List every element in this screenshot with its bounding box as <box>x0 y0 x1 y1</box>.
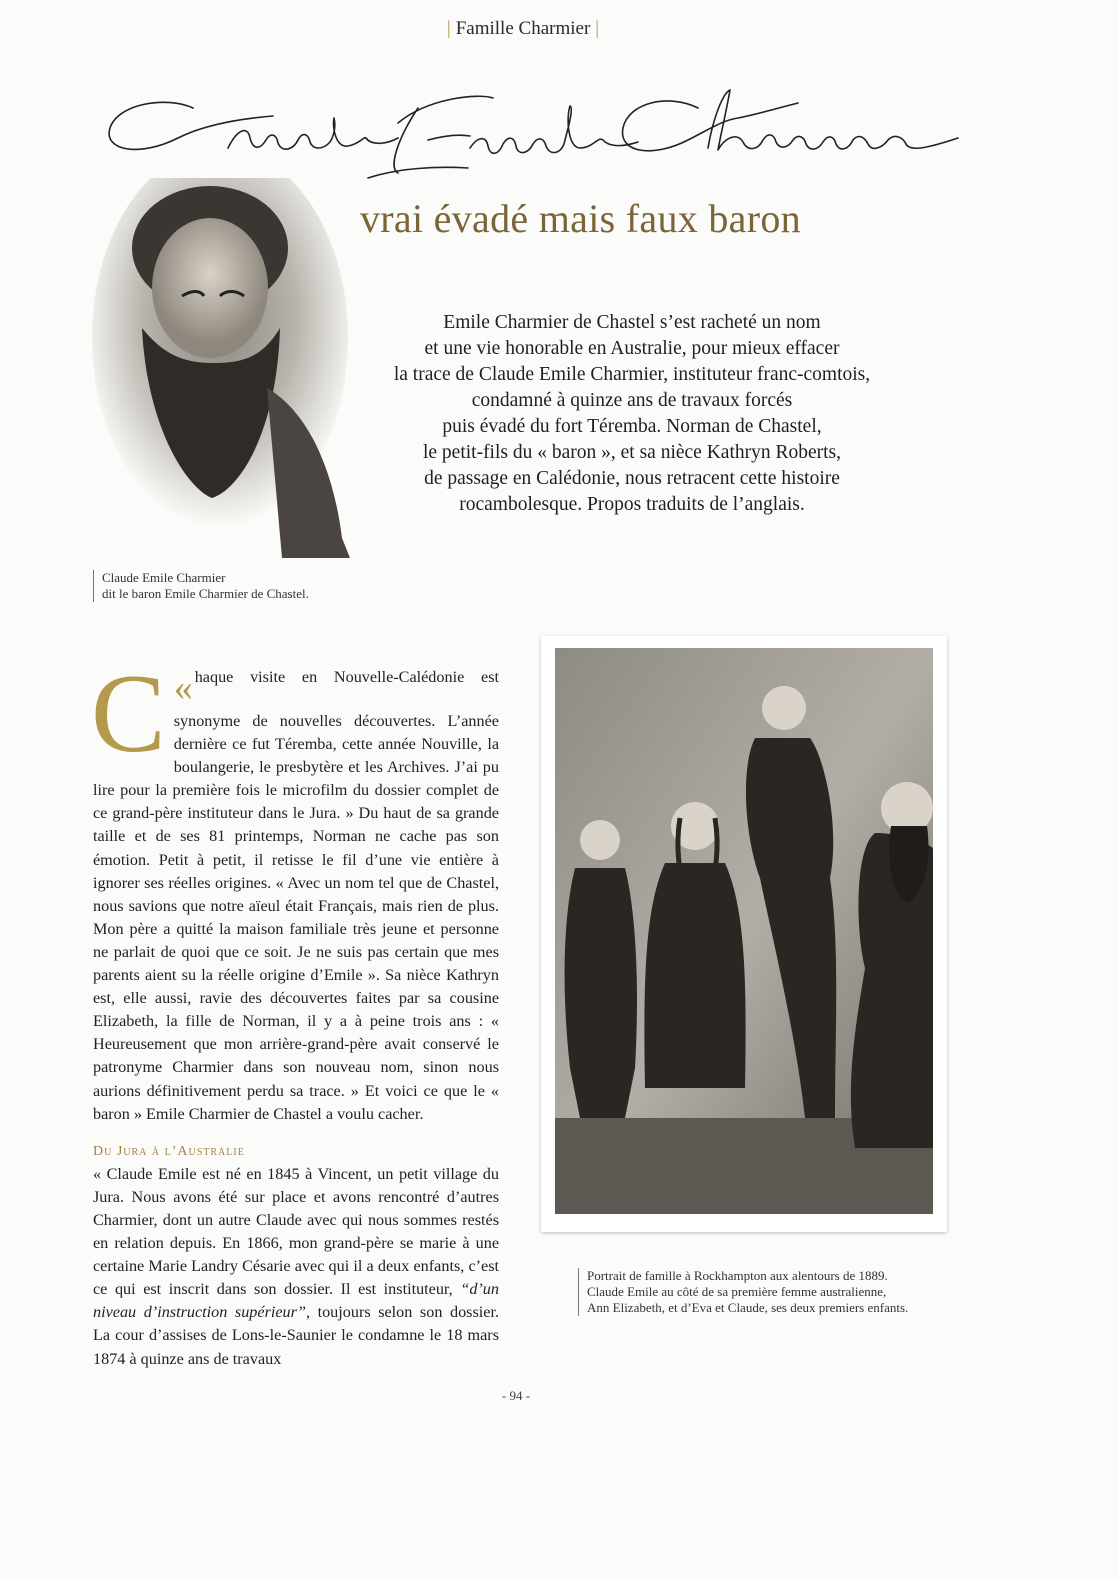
lede-line: et une vie honorable en Australie, pour mieux effacer <box>424 338 840 359</box>
lede-line: condamné à quinze ans de travaux forcés <box>471 390 793 411</box>
header-bar-left: | <box>446 18 451 39</box>
paragraph-text: « Claude Emile est né en 1845 à Vincent, un petit village du Jura. Nous avons été sur place et avons rencontré d’autres Charmier, dont un autre Claude avec qui nous sommes restés en relation depuis. En 1866, mon grand-père se marie à une certaine Marie Landry Césarie avec qui il a deux enfants, c’est ce qui est inscrit dans son dossier. Il est instituteur, <box>93 1164 499 1299</box>
article-body <box>91 652 499 1371</box>
caption-line: Ann Elizabeth, et d’Eva et Claude, ses deux premiers enfants. <box>587 1300 909 1315</box>
bearded-man-portrait-image <box>92 178 350 558</box>
portrait-caption <box>93 570 309 602</box>
lede-line: puis évadé du fort Téremba. Norman de Chastel, <box>442 416 822 437</box>
article-subtitle: vrai évadé mais faux baron <box>360 196 801 241</box>
body-paragraph-1 <box>91 652 499 1126</box>
section-heading: Du Jura à l’Australie <box>93 1143 245 1159</box>
family-portrait-image <box>555 648 933 1214</box>
lede-line: le petit-fils du « baron », et sa nièce Kathryn Roberts, <box>422 442 842 463</box>
drop-cap: C <box>91 652 166 776</box>
caption-line: Claude Emile Charmier <box>102 570 226 585</box>
caption-line: Portrait de famille à Rockhampton aux alentours de 1889. <box>587 1268 888 1283</box>
header-section-title: Famille Charmier <box>455 18 591 39</box>
open-quote-mark: « <box>173 667 193 709</box>
body-paragraph-2 <box>93 1163 499 1371</box>
paragraph-text: haque visite en Nouvelle-Calédonie est synonyme de nouvelles découvertes. L’année dernière ce fut Téremba, cette année Nouville, la boulangerie, le presbytère et les Archives. J’ai pu lire pour la première fois le microfilm du dossier complet de ce grand-père instituteur dans le Jura. » Du haut de sa grande taille et de ses 81 printemps, Norman ne cache pas son émotion. Petit à petit, il retisse le fil d’une vie entière à ignorer ses réelles origines. « Avec un nom tel que de Chastel, nous savions que notre aïeul était Français, mais rien de plus. Mon père a quitté la maison familiale très jeune et personne ne parlait de quoi que ce soit. Je ne suis pas certain que mes parents aient su la réelle origine d’Emile ». Sa nièce Kathryn est, elle aussi, ravie des découvertes faites par sa cousine Elizabeth, la fille de Norman, il y a à peine trois ans : « Heureusement que mon arrière-grand-père avait conservé le patronyme Charmier dans son nouveau nom, sinon nous aurions définitivement perdu sa trace. » Et voici ce que le « baron » Emile Charmier de Chastel a voulu cacher. <box>93 668 499 1123</box>
paragraph-text: , toujours selon son dossier. La cour d’assises de Lons-le-Saunier le condamne le 18 mars 1874 à quinze ans de travaux <box>93 1303 499 1368</box>
lede-line: la trace de Claude Emile Charmier, instituteur franc-comtois, <box>393 364 871 385</box>
lede-line: Emile Charmier de Chastel s’est racheté un nom <box>443 312 821 333</box>
lede-line: de passage en Calédonie, nous retracent cette histoire <box>424 468 840 489</box>
page-number: - 94 - <box>501 1388 531 1403</box>
article-lede <box>372 310 892 518</box>
family-photo-caption <box>578 1268 908 1316</box>
running-header <box>0 18 1046 40</box>
caption-line: dit le baron Emile Charmier de Chastel. <box>102 586 309 601</box>
italic-quote: “d’un niveau d’instruction supérieur” <box>93 1280 499 1322</box>
family-photo <box>541 636 947 1232</box>
header-bar-right: | <box>595 18 600 39</box>
portrait-photo <box>92 178 350 558</box>
lede-line: rocambolesque. Propos traduits de l’anglais. <box>459 494 805 515</box>
caption-line: Claude Emile au côté de sa première femme australienne, <box>587 1284 887 1299</box>
